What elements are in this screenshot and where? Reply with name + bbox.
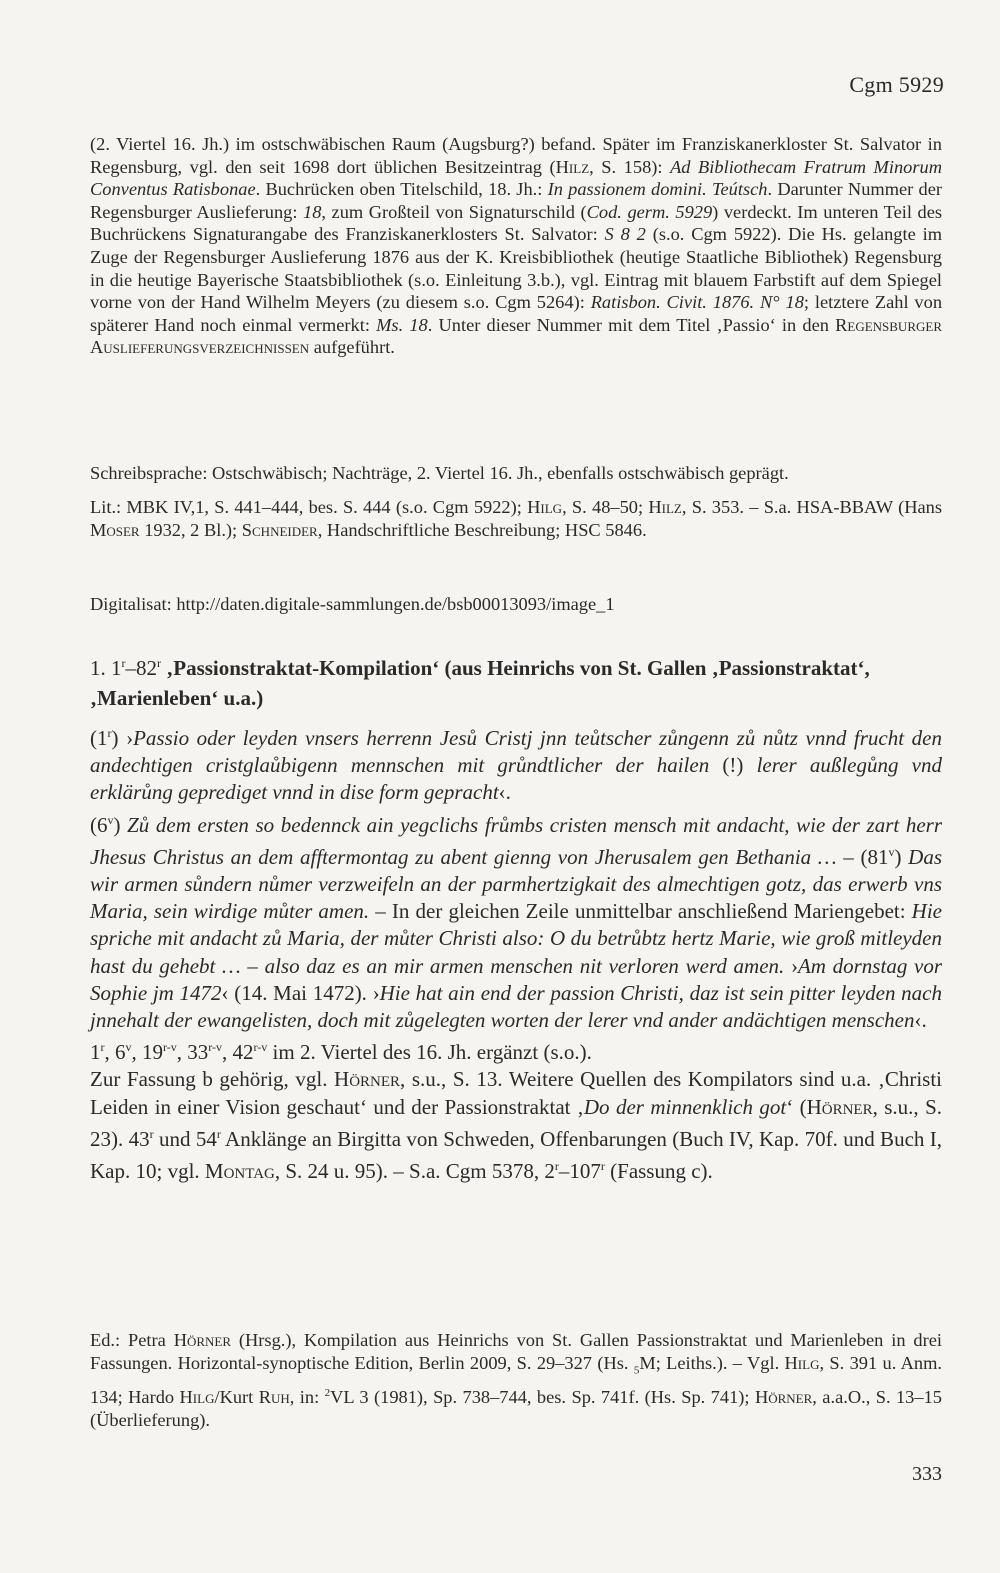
- incipit-paragraph: (1$^r$) ›Passio oder leyden vnsers herrenn Jesů Cristj jnn teůtscher zůngenn zů nůtz vnnd frucht den andechtigen cristglaůbigenn mennschen mit grůndtlicher der hailen (!) lerer außlegůng vnd erklärůng geprediget vnnd in dise form gepracht‹.: [90, 726, 942, 805]
- text-6v-paragraph: (6$^v$) Zů dem ersten so bedennck ain yegclichs frůmbs cristen mensch mit andacht, wie der zart herr Jhesus Christus an dem afftermontag zu abent gienng von Jherusalem gen Bethania … – (81$^v$) Das wir armen sůndern nůmer verzweifeln an der parmhertzigkait des almechtigen gotz, das erwerb vns Maria, sein wirdige můter amen. – In der gleichen Zeile unmittelbar anschließend Mariengebet: Hie spriche mit andacht zů Maria, der můter Christi also: O du betrůbtz hertz Marie, wie groß mitleyden hast du gehebt … – also daz es an mir armen menschen nit verloren werd amen. ›Am dornstag vor Sophie jm 1472‹ (14. Mai 1472). ›Hie hat ain end der passion Christi, daz ist sein pitter leyden nach jnnehalt der ewangelisten, doch mit zůgelegten worten der lerer vnd ander andächtigen menschen‹.: [90, 812, 943, 1033]
- additions-line: 1$^r$, 6$^v$, 19$^{r-v}$, 33$^{r-v}$, 42$^{r-v}$ im 2. Viertel des 16. Jh. ergänzt (s.o.).: [90, 1040, 592, 1065]
- edition-paragraph: Ed.: Petra Hörner (Hrsg.), Kompilation aus Heinrichs von St. Gallen Passionstraktat und Marienleben in drei Fassungen. Horizontal-synoptische Edition, Berlin 2009, S. 29–327 (Hs. $_5$M; Leiths.). – Vgl. Hilg, S. 391 u. Anm. 134; Hardo Hilg/Kurt Ruh, in: $^2$VL 3 (1981), Sp. 738–744, bes. Sp. 741f. (Hs. Sp. 741); Hörner, a.a.O., S. 13–15 (Überlieferung).: [90, 1330, 943, 1430]
- digitalisat-link[interactable]: Digitalisat: http://daten.digitale-sammlungen.de/bsb00013093/image_1: [90, 594, 615, 614]
- incipit-block: [90, 720, 942, 1185]
- literature-paragraph: Lit.: MBK IV,1, S. 441–444, bes. S. 444 (s.o. Cgm 5922); Hilg, S. 48–50; Hilz, S. 353. – S.a. HSA-BBAW (Hans Moser 1932, 2 Bl.); Schneider, Handschriftliche Beschreibung; HSC 5846.: [90, 497, 942, 540]
- fassung-paragraph: Zur Fassung b gehörig, vgl. Hörner, s.u., S. 13. Weitere Quellen des Kompilators sind u.a. ‚Christi Leiden in einer Vision geschaut‘ und der Passionstraktat ‚Do der minnenklich got‘ (Hörner, s.u., S. 23). 43$^r$ und 54$^r$ Anklänge an Birgitta von Schweden, Offenbarungen (Buch IV, Kap. 70f. und Buch I, Kap. 10; vgl. Montag, S. 24 u. 95). – S.a. Cgm 5378, 2$^r$–107$^r$ (Fassung c).: [90, 1067, 942, 1184]
- provenance-paragraph: (2. Viertel 16. Jh.) im ostschwäbischen Raum (Augsburg?) befand. Später im Franziskanerkloster St. Salvator in Regensburg, vgl. den seit 1698 dort üblichen Besitzeintrag (Hilz, S. 158): Ad Bibliothecam Fratrum Minorum Conventus Ratisbonae. Buchrücken oben Titelschild, 18. Jh.: In passionem domini. Teútsch. Darunter Nummer der Regensburger Auslieferung: 18, zum Großteil von Signaturschild (Cod. germ. 5929) verdeckt. Im unteren Teil des Buchrückens Signaturangabe des Franziskanerklosters St. Salvator: S 8 2 (s.o. Cgm 5922). Die Hs. gelangte im Zuge der Regensburger Auslieferung 1876 aus der K. Kreisbibliothek (heutige Staatliche Bibliothek) Regensburg in die heutige Bayerische Staatsbibliothek (s.o. Einleitung 3.b.), vgl. Eintrag mit blauem Farbstift auf dem Spiegel vorne von der Hand Wilhelm Meyers (zu diesem s.o. Cgm 5264): Ratisbon. Civit. 1876. N° 18; letztere Zahl von späterer Hand noch einmal vermerkt: Ms. 18. Unter dieser Nummer mit dem Titel ‚Passio‘ in den Regensburger Auslieferungsverzeichnissen aufgeführt.: [90, 134, 943, 358]
- schreibsprache-line: Schreibsprache: Ostschwäbisch; Nachträge, 2. Viertel 16. Jh., ebenfalls ostschwäbisch geprägt.: [90, 463, 789, 483]
- running-header: Cgm 5929: [849, 72, 944, 97]
- page-number: 333: [912, 1463, 942, 1485]
- section-heading: 1. 1$^r$–82$^r$ ‚Passionstraktat-Kompilation‘ (aus Heinrichs von St. Gallen ‚Passionstraktat‘, ‚Marienleben‘ u.a.): [90, 656, 870, 710]
